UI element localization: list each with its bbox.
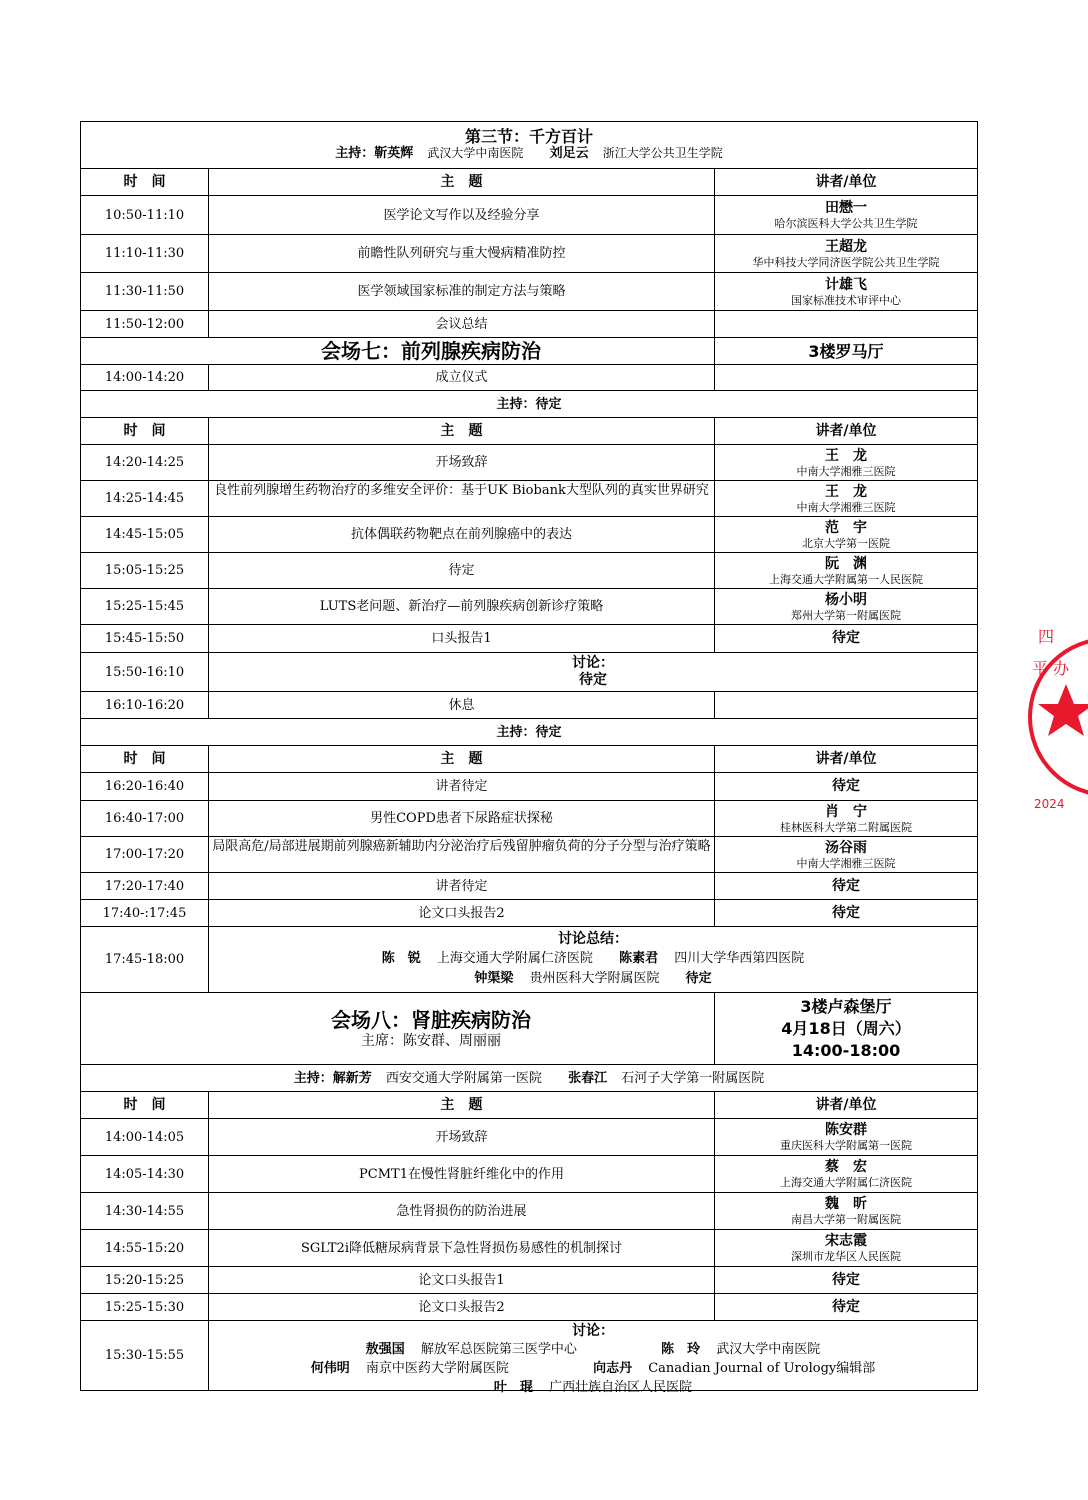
time-cell: 16:10-16:20 (81, 692, 209, 719)
time-cell: 14:45-15:05 (81, 517, 209, 553)
topic-cell: 讲者待定 (209, 773, 715, 801)
discussion-cell (209, 653, 978, 692)
time-cell: 16:20-16:40 (81, 773, 209, 801)
time-cell: 11:30-11:50 (81, 273, 209, 311)
panel-line (212, 949, 974, 969)
seal-graphic (1028, 612, 1088, 822)
topic-text: 良性前列腺增生药物治疗的多维安全评价：基于UK Biobank大型队列的真实世界研究 (214, 482, 709, 498)
panelist-org: 上海交通大学附属仁济医院 (436, 951, 593, 966)
panelist-org: 四川大学华西第四医院 (674, 951, 805, 966)
header-time: 时 间 (81, 418, 209, 445)
table-row (81, 273, 978, 311)
time-cell: 14:05-14:30 (81, 1156, 209, 1193)
discussion-value: 待定 (579, 672, 607, 688)
host-label: 主持： (293, 1070, 333, 1086)
time-cell: 14:25-14:45 (81, 481, 209, 517)
seal-text-mid: 平 办 (1032, 659, 1070, 678)
table-row (81, 517, 978, 553)
time-cell: 15:50-16:10 (81, 653, 209, 692)
panelist-org: 贵州医科大学附属医院 (529, 971, 660, 986)
topic-cell: 论文口头报告2 (209, 1294, 715, 1321)
venue-title-cell (81, 993, 715, 1065)
speaker-cell (715, 365, 978, 391)
table-row (81, 1193, 978, 1230)
host-name: 刘足云 (549, 146, 589, 161)
header-topic: 主 题 (209, 746, 715, 773)
speaker-name: 待定 (832, 877, 860, 894)
speaker-org: 国家标准技术审评中心 (791, 293, 901, 307)
speaker-cell (715, 517, 978, 553)
speaker-org: 北京大学第一医院 (802, 536, 890, 550)
table-row (81, 311, 978, 338)
speaker-cell (715, 801, 978, 837)
venue-chair: 主席：陈安群、周丽丽 (361, 1033, 501, 1049)
speaker-cell (715, 773, 978, 801)
host-org: 武汉大学中南医院 (427, 146, 524, 160)
topic-cell: 会议总结 (209, 311, 715, 338)
speaker-cell (715, 625, 978, 653)
time-cell: 15:25-15:45 (81, 589, 209, 625)
speaker-name: 汤谷雨 (825, 839, 867, 856)
discussion-cell (209, 927, 978, 993)
discussion-label: 讨论： (572, 1322, 614, 1339)
speaker-org: 中南大学湘雅三医院 (796, 500, 896, 514)
host-line: 主持：待定 (81, 719, 978, 746)
header-time: 时 间 (81, 746, 209, 773)
topic-cell: 成立仪式 (209, 365, 715, 391)
table-row (81, 1230, 978, 1267)
panelist-org: 解放军总医院第三医学中心 (420, 1341, 577, 1357)
panel-line (212, 969, 974, 989)
host-row (81, 1065, 978, 1092)
speaker-cell (715, 481, 978, 517)
speaker-cell (715, 445, 978, 481)
topic-cell: 医学论文写作以及经验分享 (209, 196, 715, 235)
table-row (81, 1267, 978, 1294)
topic-cell: 急性肾损伤的防治进展 (209, 1193, 715, 1230)
host-cell (81, 1065, 978, 1092)
section-hosts (84, 145, 974, 162)
speaker-name: 待定 (832, 1271, 860, 1288)
speaker-name: 待定 (832, 778, 860, 794)
time-cell: 16:40-17:00 (81, 801, 209, 837)
panel-line (212, 1359, 974, 1378)
speaker-org: 重庆医科大学附属第一医院 (780, 1139, 912, 1152)
panelist-name: 陈素君 (619, 951, 659, 966)
venue-title: 会场八：肾脏疾病防治 (331, 1008, 531, 1032)
venue-title: 会场七：前列腺疾病防治 (81, 338, 715, 365)
table-row (81, 837, 978, 873)
discussion-label: 讨论总结： (558, 931, 628, 947)
header-speaker: 讲者/单位 (715, 746, 978, 773)
table-row (81, 1294, 978, 1321)
speaker-org: 深圳市龙华区人民医院 (791, 1250, 901, 1263)
speaker-name: 待定 (832, 1298, 860, 1315)
speaker-cell (715, 553, 978, 589)
panel-line (212, 1378, 974, 1397)
speaker-cell (715, 1156, 978, 1193)
time-cell: 17:40-:17:45 (81, 900, 209, 927)
topic-cell: PCMT1在慢性肾脏纤维化中的作用 (209, 1156, 715, 1193)
host-name: 靳英辉 (374, 146, 414, 161)
section-title-row (81, 122, 978, 169)
section-hosts (294, 1071, 765, 1086)
discussion-label: 讨论： (572, 655, 614, 671)
topic-cell: 论文口头报告2 (209, 900, 715, 927)
speaker-cell (715, 873, 978, 900)
host-org: 西安交通大学附属第一医院 (385, 1070, 542, 1086)
discussion-row (81, 653, 978, 692)
speaker-name: 肖 宁 (825, 803, 867, 820)
host-name: 张春江 (568, 1070, 608, 1086)
discussion-row (81, 927, 978, 993)
host-row (81, 719, 978, 746)
speaker-org: 郑州大学第一附属医院 (791, 608, 901, 622)
time-cell: 17:45-18:00 (81, 927, 209, 993)
venue-location: 3楼卢森堡厅 (800, 996, 892, 1016)
panelist-org: 武汉大学中南医院 (716, 1341, 821, 1357)
topic-cell: 休息 (209, 692, 715, 719)
table-row (81, 196, 978, 235)
time-cell: 15:20-15:25 (81, 1267, 209, 1294)
panelist-name: 待定 (685, 971, 712, 986)
speaker-org: 南昌大学第一附属医院 (791, 1213, 901, 1226)
topic-cell: 开场致辞 (209, 445, 715, 481)
panelist-org: 南京中医药大学附属医院 (365, 1360, 509, 1376)
host-org: 浙江大学公共卫生学院 (602, 146, 723, 160)
topic-cell: 论文口头报告1 (209, 1267, 715, 1294)
topic-cell: 讲者待定 (209, 873, 715, 900)
panelist-name: 敖强国 (365, 1341, 405, 1357)
time-cell: 14:00-14:20 (81, 365, 209, 391)
discussion-cell (209, 1321, 978, 1395)
speaker-cell (715, 311, 978, 338)
host-label: 主持： (335, 146, 375, 161)
header-speaker: 讲者/单位 (715, 418, 978, 445)
time-cell: 14:55-15:20 (81, 1230, 209, 1267)
table-row (81, 481, 978, 517)
host-name: 解新芳 (332, 1070, 372, 1086)
table-row (81, 692, 978, 719)
panelist-name: 钟渠梁 (474, 971, 514, 986)
topic-text: 局限高危/局部进展期前列腺癌新辅助内分泌治疗后残留肿瘤负荷的分子分型与治疗策略 (212, 838, 711, 854)
header-speaker: 讲者/单位 (715, 1092, 978, 1119)
host-row (81, 391, 978, 418)
panelist-name: 叶 琨 (493, 1379, 533, 1395)
time-cell: 14:20-14:25 (81, 445, 209, 481)
topic-cell (209, 481, 715, 517)
speaker-name: 阮 渊 (825, 555, 867, 572)
time-cell: 17:20-17:40 (81, 873, 209, 900)
speaker-cell (715, 1119, 978, 1156)
table-row (81, 445, 978, 481)
seal-text-bottom: 2024 (1034, 797, 1065, 811)
speaker-cell (715, 692, 978, 719)
table-row (81, 1156, 978, 1193)
speaker-name: 蔡 宏 (825, 1159, 867, 1175)
venue-time: 14:00-18:00 (791, 1040, 901, 1060)
venue-title-row (81, 338, 978, 365)
speaker-cell (715, 1193, 978, 1230)
speaker-org: 中南大学湘雅三医院 (796, 856, 896, 870)
table-row (81, 625, 978, 653)
header-topic: 主 题 (209, 169, 715, 196)
host-org: 石河子大学第一附属医院 (621, 1070, 765, 1086)
time-cell: 15:30-15:55 (81, 1321, 209, 1391)
discussion-row (81, 1321, 978, 1391)
time-cell: 10:50-11:10 (81, 196, 209, 235)
table-row (81, 801, 978, 837)
speaker-org: 华中科技大学同济医学院公共卫生学院 (752, 255, 940, 269)
panelist-name: 陈 玲 (661, 1341, 701, 1357)
speaker-name: 待定 (832, 904, 860, 921)
panelist-org: 广西壮族自治区人民医院 (549, 1379, 693, 1395)
schedule-table (80, 121, 978, 1395)
table-row (81, 773, 978, 801)
time-cell: 15:05-15:25 (81, 553, 209, 589)
seal-star (1038, 684, 1088, 736)
speaker-name: 魏 昕 (825, 1196, 867, 1212)
speaker-name: 待定 (832, 630, 860, 646)
speaker-org: 上海交通大学附属仁济医院 (780, 1176, 912, 1189)
header-row (81, 746, 978, 773)
table-row (81, 589, 978, 625)
table-row (81, 900, 978, 927)
venue-location: 3楼罗马厅 (715, 338, 978, 365)
seal-text-top: 四 (1038, 627, 1055, 646)
header-row (81, 418, 978, 445)
speaker-cell (715, 1294, 978, 1321)
panelist-org: Canadian Journal of Urology编辑部 (648, 1360, 876, 1376)
topic-cell: 前瞻性队列研究与重大慢病精准防控 (209, 235, 715, 273)
header-time: 时 间 (81, 1092, 209, 1119)
topic-cell: 口头报告1 (209, 625, 715, 653)
table-row (81, 873, 978, 900)
speaker-name: 宋志霞 (825, 1233, 867, 1249)
header-row (81, 169, 978, 196)
time-cell: 17:00-17:20 (81, 837, 209, 873)
speaker-name: 杨小明 (825, 591, 867, 608)
speaker-cell (715, 1267, 978, 1294)
topic-cell: 医学领域国家标准的制定方法与策略 (209, 273, 715, 311)
speaker-name: 陈安群 (825, 1122, 867, 1138)
speaker-cell (715, 837, 978, 873)
venue-date: 4月18日（周六） (781, 1018, 911, 1038)
header-time: 时 间 (81, 169, 209, 196)
table-row (81, 235, 978, 273)
speaker-cell (715, 273, 978, 311)
panelist-name: 陈 锐 (381, 951, 421, 966)
venue-info-cell (715, 993, 978, 1065)
speaker-cell (715, 1230, 978, 1267)
time-cell: 14:30-14:55 (81, 1193, 209, 1230)
speaker-cell (715, 900, 978, 927)
topic-cell: SGLT2i降低糖尿病背景下急性肾损伤易感性的机制探讨 (209, 1230, 715, 1267)
panelist-name: 何伟明 (310, 1360, 350, 1376)
speaker-cell (715, 235, 978, 273)
topic-cell: 待定 (209, 553, 715, 589)
header-row (81, 1092, 978, 1119)
time-cell: 14:00-14:05 (81, 1119, 209, 1156)
time-cell: 11:10-11:30 (81, 235, 209, 273)
panelist-name: 向志丹 (593, 1360, 633, 1376)
table-row (81, 365, 978, 391)
topic-cell: 开场致辞 (209, 1119, 715, 1156)
seal-stamp (1028, 612, 1088, 822)
topic-cell: 抗体偶联药物靶点在前列腺癌中的表达 (209, 517, 715, 553)
speaker-org: 上海交通大学附属第一人民医院 (769, 572, 923, 586)
speaker-name: 王 龙 (825, 447, 867, 464)
topic-cell: 男性COPD患者下尿路症状探秘 (209, 801, 715, 837)
header-topic: 主 题 (209, 1092, 715, 1119)
speaker-org: 中南大学湘雅三医院 (796, 464, 896, 478)
topic-cell: LUTS老问题、新治疗—前列腺疾病创新诊疗策略 (209, 589, 715, 625)
speaker-org: 桂林医科大学第二附属医院 (780, 820, 912, 834)
topic-cell (209, 837, 715, 873)
header-topic: 主 题 (209, 418, 715, 445)
speaker-name: 计雄飞 (825, 276, 867, 293)
time-cell: 15:45-15:50 (81, 625, 209, 653)
speaker-name: 王 龙 (825, 483, 867, 500)
speaker-cell (715, 196, 978, 235)
section-title: 第三节：千方百计 (464, 127, 593, 146)
venue-title-row (81, 993, 978, 1065)
table-row (81, 553, 978, 589)
speaker-name: 田懋一 (825, 200, 867, 216)
speaker-cell (715, 589, 978, 625)
time-cell: 11:50-12:00 (81, 311, 209, 338)
speaker-name: 范 宇 (825, 519, 867, 536)
speaker-org: 哈尔滨医科大学公共卫生学院 (774, 217, 918, 230)
header-speaker: 讲者/单位 (715, 169, 978, 196)
speaker-name: 王超龙 (825, 238, 867, 255)
table-row (81, 1119, 978, 1156)
panel-line (212, 1340, 974, 1359)
time-cell: 15:25-15:30 (81, 1294, 209, 1321)
host-line: 主持：待定 (81, 391, 978, 418)
